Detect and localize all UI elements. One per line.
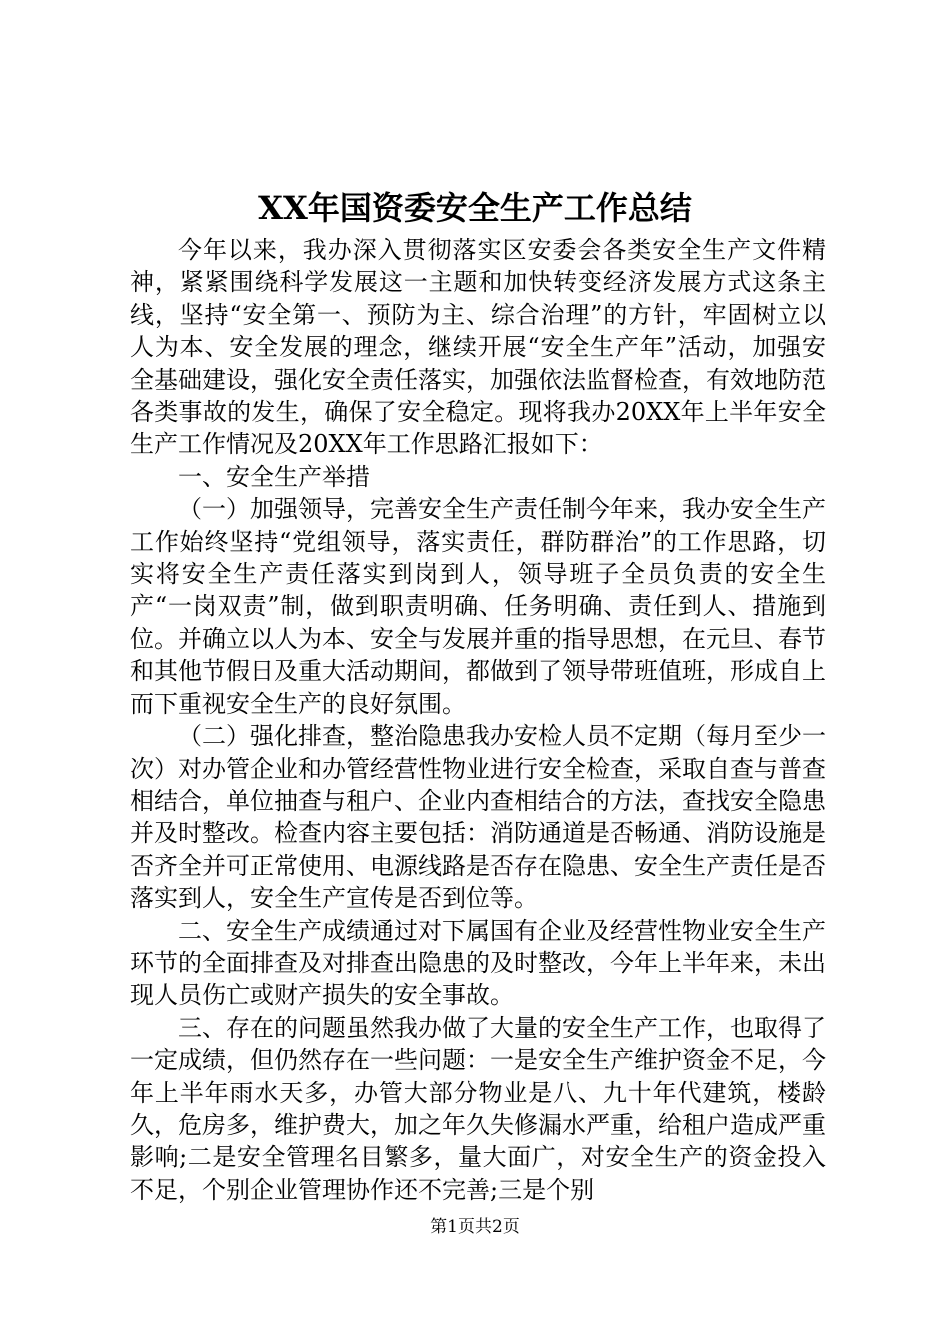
- page-footer: [0, 1215, 950, 1239]
- paragraph-inspection: （二）强化排查，整治隐患我办安检人员不定期（每月至少一次）对办管企业和办管经营性物业进行安全检查，采取自查与普查相结合，单位抽查与租户、企业内查相结合的方法，查找安全隐患并及时整改。检查内容主要包括：消防通道是否畅通、消防设施是否齐全并可正常使用、电源线路是否存在隐患、安全生产责任是否落实到人，安全生产宣传是否到位等。: [130, 722, 826, 913]
- paragraph-problems: 三、存在的问题虽然我办做了大量的安全生产工作，也取得了一定成绩，但仍然存在一些问题：一是安全生产维护资金不足，今年上半年雨水天多，办管大部分物业是八、九十年代建筑，楼龄久，危房多，维护费大，加之年久失修漏水严重，给租户造成严重影响;二是安全管理名目繁多，量大面广，对安全生产的资金投入不足，个别企业管理协作还不完善;三是个别: [130, 1013, 826, 1204]
- document-title: XX年国资委安全生产工作总结: [258, 189, 692, 227]
- paragraph-intro: 今年以来，我办深入贯彻落实区安委会各类安全生产文件精神，紧紧围绕科学发展这一主题和加快转变经济发展方式这条主线，坚持“安全第一、预防为主、综合治理”的方针，牢固树立以人为本、安全发展的理念，继续开展“安全生产年”活动，加强安全基础建设，强化安全责任落实，加强依法监督检查，有效地防范各类事故的发生，确保了安全稳定。现将我办20XX年上半年安全生产工作情况及20XX年工作思路汇报如下：: [130, 236, 826, 459]
- page-number: 第1页: [430, 1217, 475, 1237]
- section-heading-measures: 一、安全生产举措: [178, 462, 370, 491]
- paragraph-leadership: （一）加强领导，完善安全生产责任制今年来，我办安全生产工作始终坚持“党组领导，落实责任，群防群治”的工作思路，切实将安全生产责任落实到岗到人，领导班子全员负责的安全生产“一岗双责”制，做到职责明确、任务明确、责任到人、措施到位。并确立以人为本、安全与发展并重的指导思想，在元旦、春节和其他节假日及重大活动期间，都做到了领导带班值班，形成自上而下重视安全生产的良好氛围。: [130, 495, 826, 718]
- document-body: [130, 234, 826, 1206]
- paragraph-achievements: 二、安全生产成绩通过对下属国有企业及经营性物业安全生产环节的全面排查及对排查出隐患的及时整改，今年上半年来，未出现人员伤亡或财产损失的安全事故。: [130, 916, 826, 1010]
- page-total: 共2页: [475, 1217, 520, 1237]
